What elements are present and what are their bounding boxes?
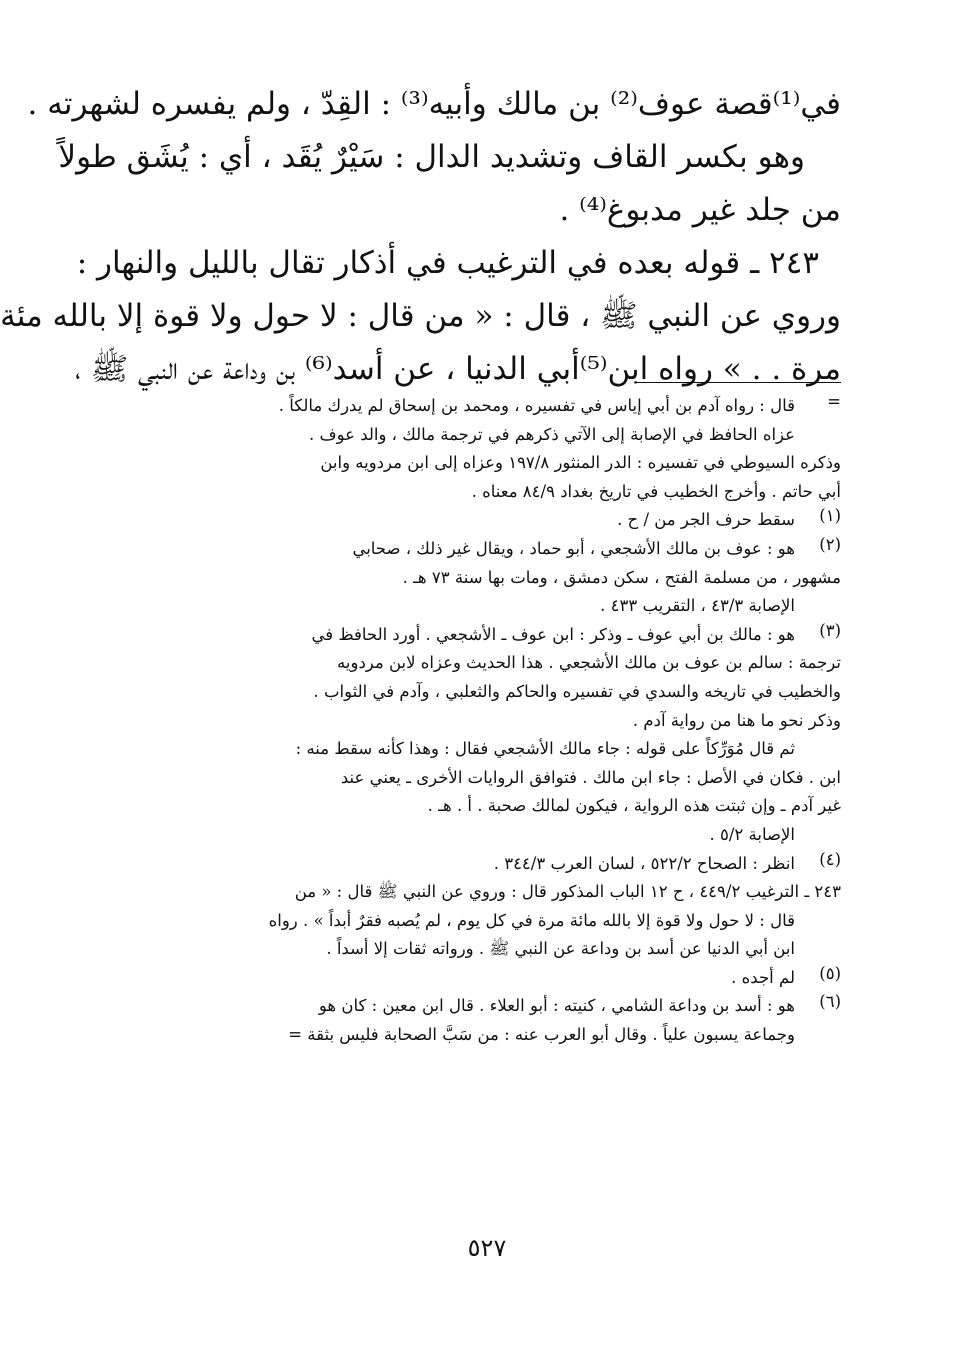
footnote-3 bbox=[123, 621, 841, 650]
footnote-line: ثم قال مُوَرِّكاً على قوله : جاء مالك الأشجعي فقال : وهذا كأنه سقط منه : bbox=[295, 739, 795, 759]
footnote-4 bbox=[123, 850, 841, 879]
page-number: ٥٢٧ bbox=[467, 1234, 507, 1262]
hadith-note-line: ٢٤٣ ـ الترغيب ٤٤٩/٢ ، ح ١٢ الباب المذكور قال : وروي عن النبي ﷺ قال : « من bbox=[294, 882, 841, 902]
footnote-line: وجماعة يسبون علياً . وقال أبو العرب عنه : من سَبَّ الصحابة فليس بثقة = bbox=[288, 1025, 795, 1045]
footnote-line: سقط حرف الجر من / ح . bbox=[617, 510, 795, 530]
footnote-line: غير آدم ـ وإن ثبتت هذه الرواية ، فيكون لمالك صحبة . أ . هـ . bbox=[427, 796, 841, 816]
footnote-line: هو : عوف بن مالك الأشجعي ، أبو حماد ، ويقال غير ذلك ، صحابي bbox=[352, 538, 795, 558]
footnote-line: هو : أسد بن وداعة الشامي ، كنيته : أبو العلاء . قال ابن معين : كان هو bbox=[318, 996, 795, 1016]
footnote-line: الإصابة ٥/٢ . bbox=[709, 824, 795, 844]
footnote-line: ترجمة : سالم بن عوف بن مالك الأشجعي . هذا الحديث وعزاه لابن مردويه bbox=[337, 653, 841, 673]
footnotes bbox=[123, 392, 841, 1050]
footnote-line: لم أجده . bbox=[731, 967, 795, 987]
footnote-5 bbox=[123, 964, 841, 993]
footnote-number: (٢) bbox=[819, 534, 841, 554]
main-line: ٢٤٣ ـ قوله بعده في الترغيب في أذكار تقال بالليل والنهار : bbox=[76, 245, 819, 281]
footnote-number: (٣) bbox=[819, 620, 841, 640]
footnote-line: والخطيب في تاريخه والسدي في تفسيره والحاكم والثعلبي ، وآدم في الثواب . bbox=[313, 681, 841, 701]
main-line: في⁽¹⁾قصة عوف⁽²⁾ بن مالك وأبيه⁽³⁾ : القِدّ ، ولم يفسره لشهرته . bbox=[27, 86, 841, 122]
main-line: مرة . . » رواه ابن⁽⁵⁾أبي الدنيا ، عن أسد⁽⁶⁾ بن وداعة عن النبي ﷺ ، bbox=[74, 351, 841, 387]
footnote-line: عزاه الحافظ في الإصابة إلى الآتي ذكرهم في ترجمة مالك ، والد عوف . bbox=[308, 424, 795, 444]
footnote-6 bbox=[123, 992, 841, 1049]
footnote-line: وذكر نحو ما هنا من رواية آدم . bbox=[632, 710, 841, 730]
continuation-mark: = bbox=[827, 392, 841, 411]
footnote-line: هو : مالك بن أبي عوف ـ وذكر : ابن عوف ـ الأشجعي . أورد الحافظ في bbox=[311, 624, 795, 644]
footnote-2 bbox=[123, 535, 841, 564]
footnote-number: (٦) bbox=[819, 992, 841, 1012]
footnote-divider bbox=[636, 382, 841, 383]
hadith-note-line: قال : لا حول ولا قوة إلا بالله مائة مرة في كل يوم ، لم يُصبه فقرٌ أبداً » . رواه bbox=[268, 910, 795, 930]
footnote-line: انظر : الصحاح ٥٢٢/٢ ، لسان العرب ٣٤٤/٣ . bbox=[493, 853, 795, 873]
footnote-line: مشهور ، من مسلمة الفتح ، سكن دمشق ، ومات بها سنة ٧٣ هـ . bbox=[402, 567, 841, 587]
footnote-1 bbox=[123, 506, 841, 535]
footnote-number: (١) bbox=[819, 506, 841, 526]
footnote-line: الإصابة ٤٣/٣ ، التقريب ٤٣٣ . bbox=[600, 596, 795, 616]
hadith-note-line: ابن أبي الدنيا عن أسد بن وداعة عن النبي ﷺ . ورواته ثقات إلا أسداً . bbox=[326, 939, 795, 959]
footnote-number: (٥) bbox=[819, 963, 841, 983]
footnote-line: أبي حاتم . وأخرج الخطيب في تاريخ بغداد ٨٤/٩ معناه . bbox=[471, 481, 841, 501]
main-line: وهو بكسر القاف وتشديد الدال : سَيْرٌ يُقَد ، أي : يُشَق طولاً bbox=[58, 139, 805, 175]
main-text bbox=[0, 78, 841, 396]
main-line: وروي عن النبي ﷺ ، قال : « من قال : لا حول ولا قوة إلا بالله مئة bbox=[0, 298, 841, 334]
footnote-number: (٤) bbox=[819, 849, 841, 869]
footnote-line: وذكره السيوطي في تفسيره : الدر المنثور ١٩٧/٨ وعزاه إلى ابن مردويه وابن bbox=[320, 453, 841, 473]
main-line: من جلد غير مدبوغ⁽⁴⁾ . bbox=[559, 192, 841, 228]
footnote-line: ابن . فكان في الأصل : جاء ابن مالك . فتوافق الروايات الأخرى ـ يعني عند bbox=[340, 767, 841, 787]
footnote-line: قال : رواه آدم بن أبي إياس في تفسيره ، ومحمد بن إسحاق لم يدرك مالكاً . bbox=[278, 396, 795, 415]
footnote-continuation bbox=[123, 392, 841, 449]
